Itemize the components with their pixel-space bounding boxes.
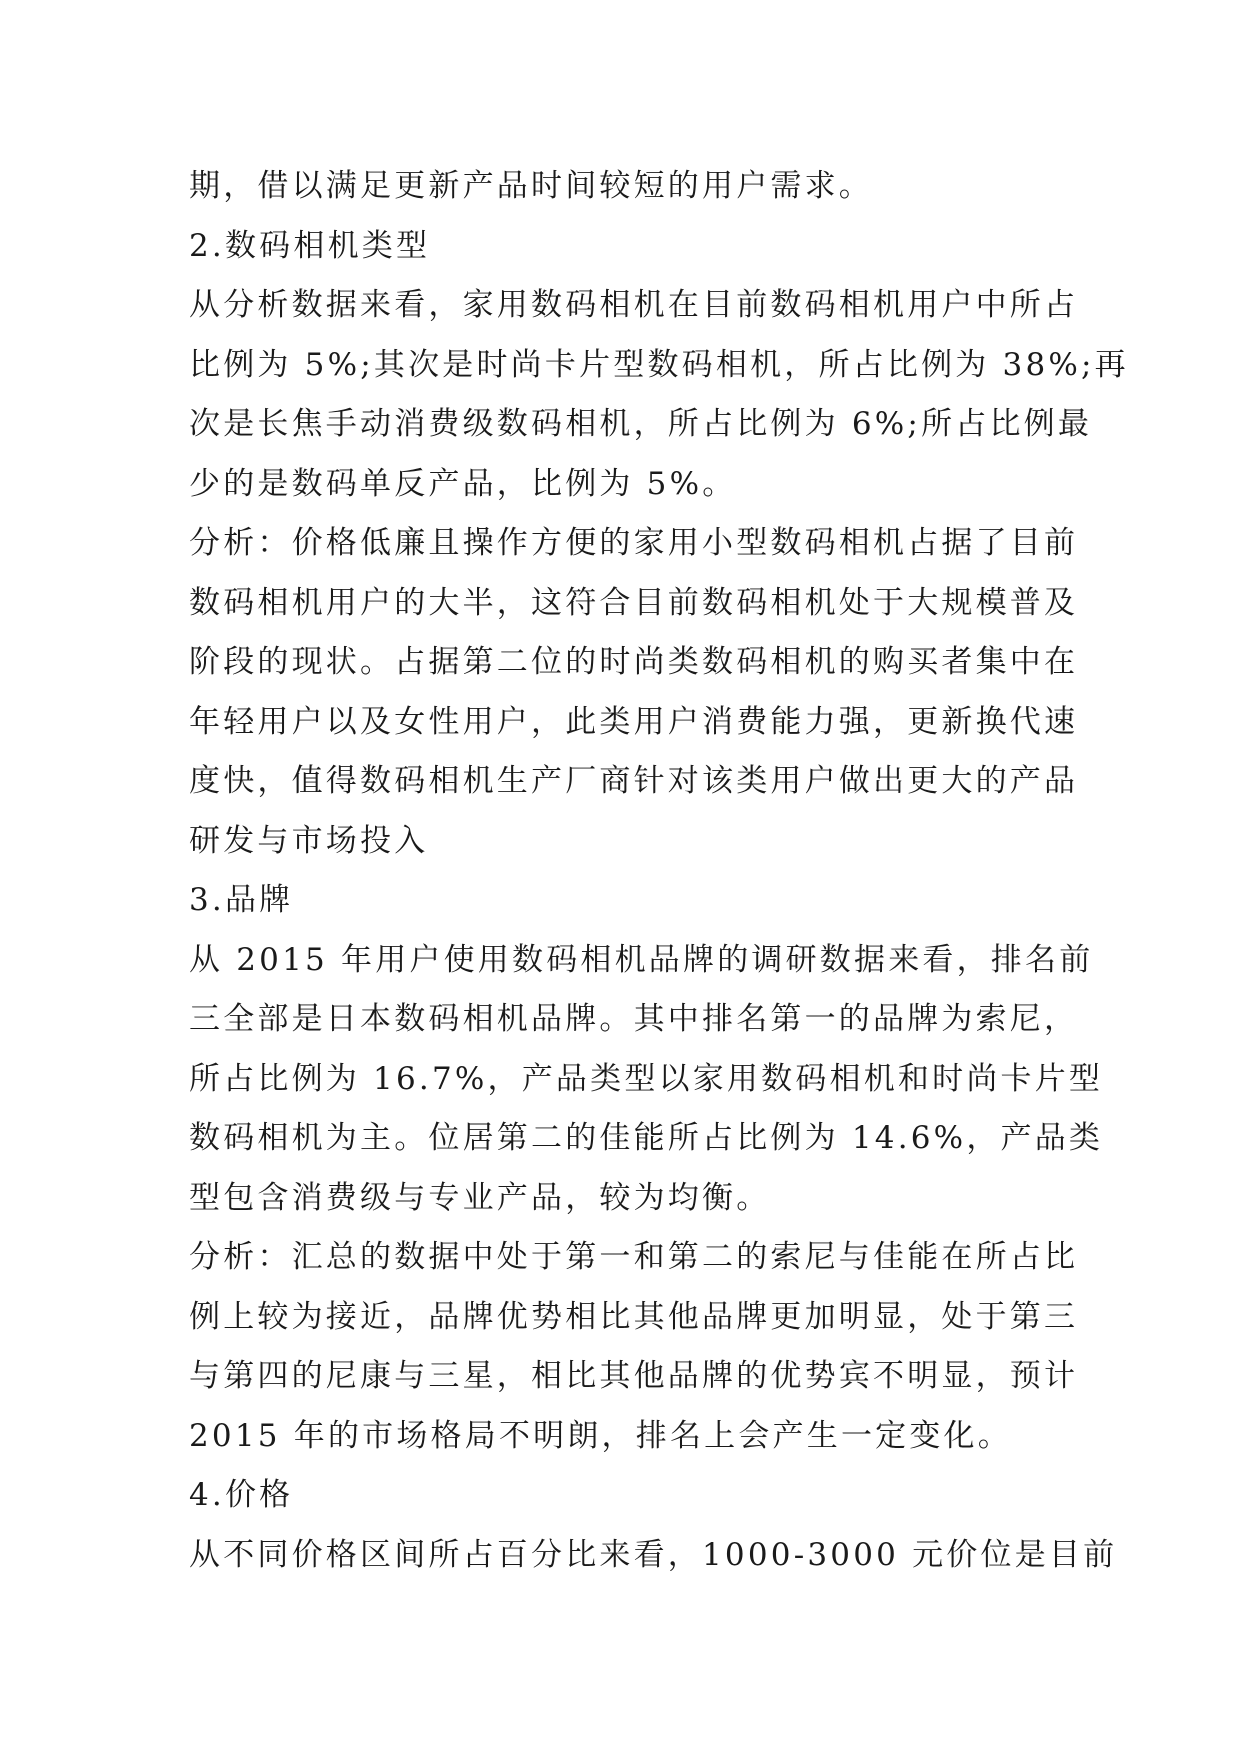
text-line: 例上较为接近，品牌优势相比其他品牌更加明显，处于第三 [189, 1298, 1079, 1335]
text-line: 型包含消费级与专业产品，较为均衡。 [189, 1179, 771, 1216]
text-line: 少的是数码单反产品，比例为 5%。 [189, 465, 737, 502]
text-line: 2015 年的市场格局不明朗，排名上会产生一定变化。 [189, 1417, 1012, 1454]
document-body [189, 157, 1129, 1585]
text-line: 度快，值得数码相机生产厂商针对该类用户做出更大的产品 [189, 763, 1079, 799]
text-line: 数码相机为主。位居第二的佳能所占比例为 14.6%，产品类 [189, 1120, 1104, 1156]
section-heading: 2.数码相机类型 [189, 227, 431, 264]
text-line: 与第四的尼康与三星，相比其他品牌的优势宾不明显，预计 [189, 1358, 1079, 1394]
text-line: 比例为 5%;其次是时尚卡片型数码相机，所占比例为 38%;再 [189, 346, 1129, 383]
text-line: 年轻用户以及女性用户，此类用户消费能力强，更新换代速 [189, 703, 1079, 740]
text-line: 分析：汇总的数据中处于第一和第二的索尼与佳能在所占比 [189, 1239, 1079, 1275]
section-heading: 3.品牌 [189, 882, 294, 918]
text-line: 次是长焦手动消费级数码相机，所占比例为 6%;所占比例最 [189, 406, 1093, 442]
text-line: 数码相机用户的大半，这符合目前数码相机处于大规模普及 [189, 584, 1079, 621]
text-line: 所占比例为 16.7%，产品类型以家用数码相机和时尚卡片型 [189, 1060, 1104, 1097]
text-line: 期，借以满足更新产品时间较短的用户需求。 [189, 168, 873, 204]
text-line: 从 2015 年用户使用数码相机品牌的调研数据来看，排名前 [189, 941, 1094, 978]
text-line: 分析：价格低廉且操作方便的家用小型数码相机占据了目前 [189, 525, 1079, 561]
text-line: 阶段的现状。占据第二位的时尚类数码相机的购买者集中在 [189, 644, 1079, 680]
text-line: 从分析数据来看，家用数码相机在目前数码相机用户中所占 [189, 287, 1079, 323]
section-heading: 4.价格 [189, 1477, 294, 1513]
text-line: 三全部是日本数码相机品牌。其中排名第一的品牌为索尼， [189, 1001, 1079, 1037]
text-line: 研发与市场投入 [189, 822, 429, 859]
text-line: 从不同价格区间所占百分比来看，1000-3000 元价位是目前 [189, 1536, 1118, 1573]
